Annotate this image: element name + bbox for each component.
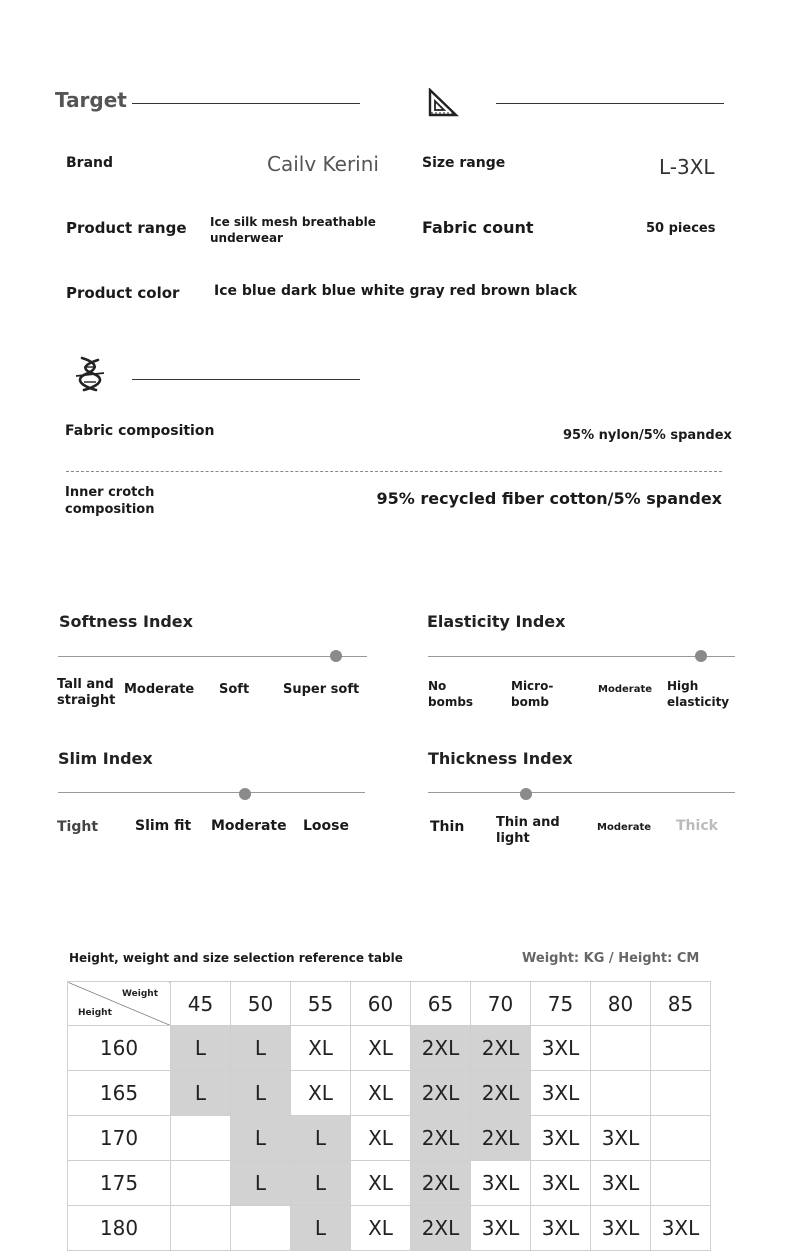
size-table-header-row: [68, 982, 711, 1026]
size-cell: [591, 1026, 651, 1071]
size-cell: L: [171, 1071, 231, 1116]
dashed-divider: [66, 471, 722, 472]
size-cell: [651, 1026, 711, 1071]
softness-index-title: Softness Index: [59, 612, 193, 631]
size-cell: 3XL: [531, 1116, 591, 1161]
size-cell: [651, 1116, 711, 1161]
weight-header-65: 65: [411, 982, 471, 1026]
size-cell: 3XL: [531, 1071, 591, 1116]
size-cell: L: [231, 1071, 291, 1116]
weight-header-45: 45: [171, 982, 231, 1026]
section-title-target: Target: [55, 88, 127, 112]
size-cell: 3XL: [531, 1026, 591, 1071]
table-row: [68, 1071, 711, 1116]
size-cell: [171, 1161, 231, 1206]
slim-label-1: Tight: [57, 819, 99, 835]
product-range-value: Ice silk mesh breathable underwear: [210, 215, 376, 245]
size-cell: 3XL: [531, 1161, 591, 1206]
weight-header-75: 75: [531, 982, 591, 1026]
size-cell: 2XL: [471, 1071, 531, 1116]
elasticity-label-1: No bombs: [428, 679, 474, 709]
inner-crotch-label-line2: composition: [65, 502, 155, 517]
inner-crotch-value: 95% recycled fiber cotton/5% spandex: [376, 489, 722, 508]
elasticity-indicator: [695, 650, 707, 662]
dna-twist-icon: [72, 355, 108, 393]
size-cell: 2XL: [411, 1206, 471, 1251]
size-cell: 2XL: [411, 1161, 471, 1206]
size-cell: [651, 1071, 711, 1116]
size-cell: XL: [351, 1161, 411, 1206]
height-cell: 170: [68, 1116, 171, 1161]
corner-weight-label: Weight: [122, 989, 158, 999]
thickness-indicator: [520, 788, 532, 800]
size-range-label: Size range: [422, 155, 506, 171]
weight-header-85: 85: [651, 982, 711, 1026]
weight-header-60: 60: [351, 982, 411, 1026]
fabric-composition-label: Fabric composition: [65, 423, 215, 439]
divider-line: [132, 103, 360, 104]
table-row: [68, 1206, 711, 1251]
slim-label-2: Slim fit: [135, 818, 192, 834]
product-range-label: Product range: [66, 219, 187, 237]
size-cell: 3XL: [591, 1161, 651, 1206]
slim-label-3: Moderate: [211, 818, 287, 834]
size-cell: L: [291, 1116, 351, 1161]
size-cell: 3XL: [651, 1206, 711, 1251]
size-cell: XL: [291, 1071, 351, 1116]
elasticity-label-2: Micro-bomb: [511, 679, 554, 709]
size-table-units: Weight: KG / Height: CM: [522, 951, 700, 966]
elasticity-track: [428, 656, 735, 657]
size-cell: 2XL: [411, 1071, 471, 1116]
size-table-title: Height, weight and size selection reference table: [69, 951, 403, 965]
thickness-track: [428, 792, 735, 793]
table-row: [68, 1161, 711, 1206]
fabric-count-value: 50 pieces: [646, 221, 716, 236]
size-table-corner: [68, 982, 171, 1026]
softness-label-2: Moderate: [124, 682, 195, 697]
height-cell: 160: [68, 1026, 171, 1071]
product-color-value: Ice blue dark blue white gray red brown black: [214, 283, 577, 299]
product-color-label: Product color: [66, 284, 180, 302]
size-cell: [231, 1206, 291, 1251]
size-table: [67, 981, 711, 1251]
thickness-label-2: Thin and light: [496, 815, 560, 846]
weight-header-55: 55: [291, 982, 351, 1026]
size-cell: 2XL: [471, 1116, 531, 1161]
size-cell: 3XL: [471, 1206, 531, 1251]
weight-header-70: 70: [471, 982, 531, 1026]
size-cell: 3XL: [591, 1206, 651, 1251]
softness-label-3: Soft: [219, 682, 250, 697]
size-cell: L: [231, 1116, 291, 1161]
elasticity-label-4: High elasticity: [667, 679, 730, 709]
size-cell: L: [291, 1161, 351, 1206]
size-cell: 2XL: [471, 1026, 531, 1071]
size-cell: L: [231, 1026, 291, 1071]
divider-line: [496, 103, 724, 104]
size-cell: XL: [351, 1206, 411, 1251]
slim-track: [58, 792, 365, 793]
weight-header-50: 50: [231, 982, 291, 1026]
size-cell: [171, 1116, 231, 1161]
size-cell: XL: [291, 1026, 351, 1071]
size-cell: [591, 1071, 651, 1116]
size-cell: L: [171, 1026, 231, 1071]
size-cell: 3XL: [591, 1116, 651, 1161]
slim-indicator: [239, 788, 251, 800]
brand-label: Brand: [66, 155, 114, 171]
fabric-composition-value: 95% nylon/5% spandex: [563, 428, 732, 443]
corner-height-label: Height: [78, 1008, 112, 1018]
slim-label-4: Loose: [303, 818, 349, 834]
thickness-label-1: Thin: [430, 819, 465, 835]
softness-label-4: Super soft: [283, 682, 360, 697]
softness-label-1: Tall and straight: [57, 677, 116, 708]
elasticity-index-title: Elasticity Index: [427, 612, 566, 631]
size-cell: XL: [351, 1071, 411, 1116]
softness-indicator: [330, 650, 342, 662]
size-cell: XL: [351, 1026, 411, 1071]
inner-crotch-label: [65, 484, 154, 518]
height-cell: 175: [68, 1161, 171, 1206]
elasticity-label-3: Moderate: [598, 684, 653, 695]
table-row: [68, 1026, 711, 1071]
table-row: [68, 1116, 711, 1161]
divider-line: [132, 379, 360, 380]
softness-track: [58, 656, 367, 657]
thickness-label-4: Thick: [676, 818, 718, 834]
size-cell: [171, 1206, 231, 1251]
size-range-value: L-3XL: [659, 155, 715, 179]
fabric-count-label: Fabric count: [422, 218, 534, 237]
slim-index-title: Slim Index: [58, 749, 153, 768]
thickness-label-3: Moderate: [597, 822, 652, 833]
thickness-index-title: Thickness Index: [428, 749, 573, 768]
height-cell: 180: [68, 1206, 171, 1251]
size-cell: L: [231, 1161, 291, 1206]
size-cell: 3XL: [531, 1206, 591, 1251]
height-cell: 165: [68, 1071, 171, 1116]
weight-header-80: 80: [591, 982, 651, 1026]
size-cell: [651, 1161, 711, 1206]
size-cell: L: [291, 1206, 351, 1251]
size-cell: XL: [351, 1116, 411, 1161]
size-cell: 2XL: [411, 1116, 471, 1161]
inner-crotch-label-line1: Inner crotch: [65, 485, 155, 500]
size-cell: 2XL: [411, 1026, 471, 1071]
size-cell: 3XL: [471, 1161, 531, 1206]
brand-value: Cailv Kerini: [267, 152, 379, 176]
set-square-icon: [427, 88, 459, 118]
